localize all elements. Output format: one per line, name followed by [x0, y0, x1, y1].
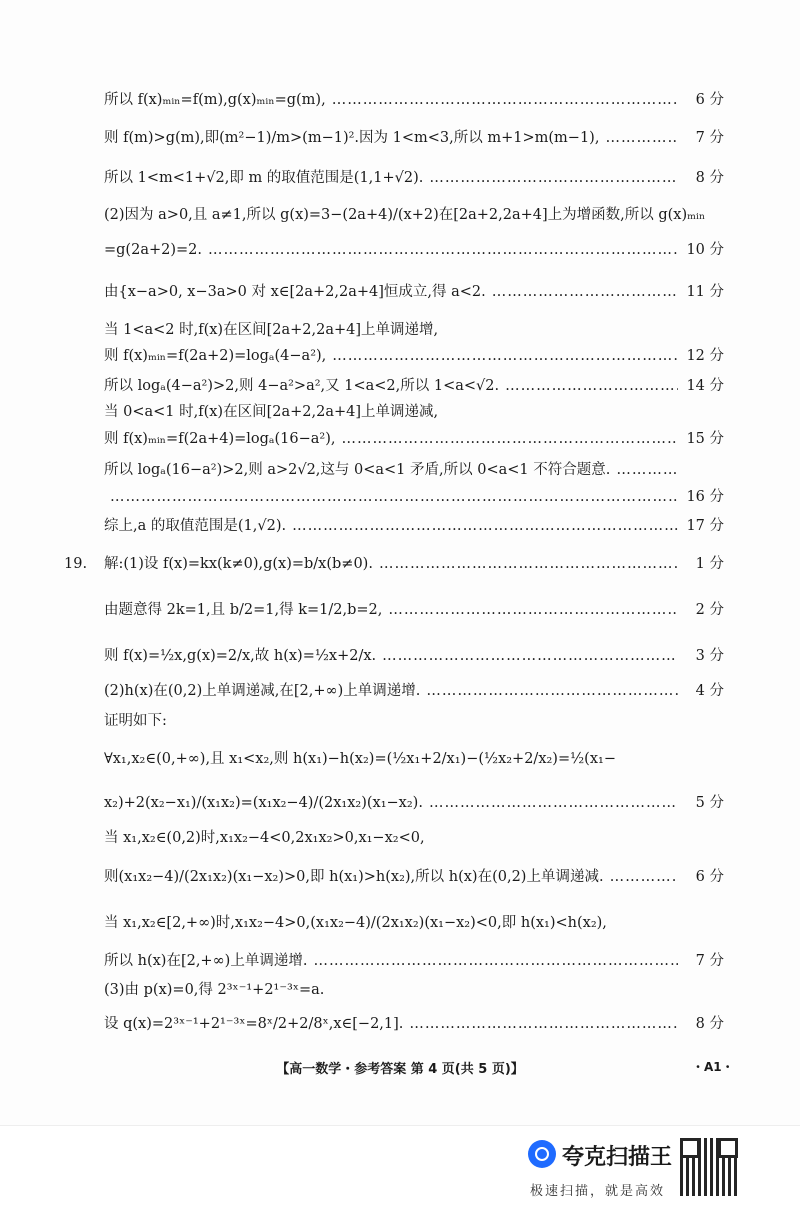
answer-line: (2)因为 a>0,且 a≠1,所以 g(x)=3−(2a+4)/(x+2)在[2a+2,2a+4]上为增函数,所以 g(x)ₘᵢₙ — [104, 207, 706, 223]
score-label: 16 分 — [686, 489, 724, 505]
answer-line: (2)h(x)在(0,2)上单调递减,在[2,+∞)上单调递增. ………………………………………………………………………………………………………………………………………………………… 4 分 — [104, 681, 724, 701]
page-code: ・A1・ — [692, 1060, 734, 1074]
score-label: 7 分 — [695, 953, 724, 969]
score-label: 5 分 — [695, 795, 724, 811]
score-label: 7 分 — [695, 130, 724, 146]
score-label: 8 分 — [695, 1016, 724, 1032]
score-label: 6 分 — [695, 92, 724, 108]
answer-line: 解:(1)设 f(x)=kx(k≠0),g(x)=b/x(b≠0). ………………………………………………………………………………………………………………………………………………………… 1 分 — [104, 554, 724, 574]
score-label: 14 分 — [686, 378, 724, 394]
answer-line: 综上,a 的取值范围是(1,√2). ………………………………………………………………………………………………………………………………………………………… 17 分 — [104, 516, 724, 536]
answer-line: 所以 logₐ(4−a²)>2,则 4−a²>a²,又 1<a<2,所以 1<a<√2. ………………………………………………………………………………………………………………………………………………………… 14 分 — [104, 376, 724, 396]
score-label: 4 分 — [695, 683, 724, 699]
score-label: 15 分 — [686, 431, 724, 447]
score-label: 10 分 — [686, 242, 724, 258]
answer-line: 则(x₁x₂−4)/(2x₁x₂)(x₁−x₂)>0,即 h(x₁)>h(x₂),所以 h(x)在(0,2)上单调递减. ………………………………………………………………………………………………………………………………………………………… 6 分 — [104, 867, 724, 887]
answer-line: =g(2a+2)=2. ………………………………………………………………………………………………………………………………………………………… 10 分 — [104, 240, 724, 260]
page-footer: 【高一数学・参考答案 第 4 页(共 5 页)】 — [276, 1062, 524, 1077]
answer-line: 证明如下: — [104, 713, 167, 729]
answer-line: 所以 logₐ(16−a²)>2,则 a>2√2,这与 0<a<1 矛盾,所以 0<a<1 不符合题意. ………………………………………………………………………………………………………………………………………………………… — [104, 460, 724, 480]
scanner-logo-icon — [528, 1140, 556, 1168]
qr-code-icon — [680, 1138, 738, 1196]
answer-line: ∀x₁,x₂∈(0,+∞),且 x₁<x₂,则 h(x₁)−h(x₂)=(½x₁+2/x₁)−(½x₂+2/x₂)=½(x₁− — [104, 751, 616, 767]
answer-line — [104, 487, 724, 507]
answer-line: 当 x₁,x₂∈(0,2)时,x₁x₂−4<0,2x₁x₂>0,x₁−x₂<0, — [104, 830, 425, 846]
answer-line: x₂)+2(x₂−x₁)/(x₁x₂)=(x₁x₂−4)/(2x₁x₂)(x₁−x₂). ………………………………………………………………………………………………………………………………………………………… 5 分 — [104, 793, 724, 813]
answer-line: 则 f(x)ₘᵢₙ=f(2a+2)=logₐ(4−a²), ………………………………………………………………………………………………………………………………………………………… 12 分 — [104, 346, 724, 366]
answer-line: 当 1<a<2 时,f(x)在区间[2a+2,2a+4]上单调递增, — [104, 322, 439, 338]
score-label: 1 分 — [695, 556, 724, 572]
score-label: 11 分 — [686, 284, 724, 300]
score-label: 6 分 — [695, 869, 724, 885]
score-label: 12 分 — [686, 348, 724, 364]
answer-line: 由题意得 2k=1,且 b/2=1,得 k=1/2,b=2, ………………………………………………………………………………………………………………………………………………………… 2 分 — [104, 600, 724, 620]
scanner-app-title: 夸克扫描王 — [562, 1145, 673, 1170]
answer-line: 则 f(x)=½x,g(x)=2/x,故 h(x)=½x+2/x. ………………………………………………………………………………………………………………………………………………………… 3 分 — [104, 646, 724, 666]
answer-line: 由{x−a>0, x−3a>0 对 x∈[2a+2,2a+4]恒成立,得 a<2. ………………………………………………………………………………………………………………………………………………………… 11 分 — [104, 282, 724, 302]
score-label: 17 分 — [686, 518, 724, 534]
answer-line: 所以 f(x)ₘᵢₙ=f(m),g(x)ₘᵢₙ=g(m), ………………………………………………………………………………………………………………………………………………………… 6 分 — [104, 90, 724, 110]
answer-line: (3)由 p(x)=0,得 2³ˣ⁻¹+2¹⁻³ˣ=a. — [104, 982, 325, 998]
answer-line: 设 q(x)=2³ˣ⁻¹+2¹⁻³ˣ=8ˣ/2+2/8ˣ,x∈[−2,1]. ………………………………………………………………………………………………………………………………………………………… 8 分 — [104, 1014, 724, 1034]
score-label: 3 分 — [695, 648, 724, 664]
question-number: 19. — [64, 556, 88, 572]
score-label: 2 分 — [695, 602, 724, 618]
scanner-slogan: 极速扫描，就是高效 — [530, 1184, 666, 1199]
answer-line: 当 x₁,x₂∈[2,+∞)时,x₁x₂−4>0,(x₁x₂−4)/(2x₁x₂)(x₁−x₂)<0,即 h(x₁)<h(x₂), — [104, 915, 607, 931]
answer-line: 则 f(x)ₘᵢₙ=f(2a+4)=logₐ(16−a²), ………………………………………………………………………………………………………………………………………………………… 15 分 — [104, 429, 724, 449]
answer-line: 当 0<a<1 时,f(x)在区间[2a+2,2a+4]上单调递减, — [104, 404, 439, 420]
score-label: 8 分 — [695, 170, 724, 186]
answer-line: 所以 1<m<1+√2,即 m 的取值范围是(1,1+√2). ………………………………………………………………………………………………………………………………………………………… 8 分 — [104, 168, 724, 188]
answer-line: 所以 h(x)在[2,+∞)上单调递增. ………………………………………………………………………………………………………………………………………………………… 7 分 — [104, 951, 724, 971]
answer-line: 则 f(m)>g(m),即(m²−1)/m>(m−1)².因为 1<m<3,所以 m+1>m(m−1), ………………………………………………………………………………………………………………………………………………………… 7 分 — [104, 128, 724, 148]
